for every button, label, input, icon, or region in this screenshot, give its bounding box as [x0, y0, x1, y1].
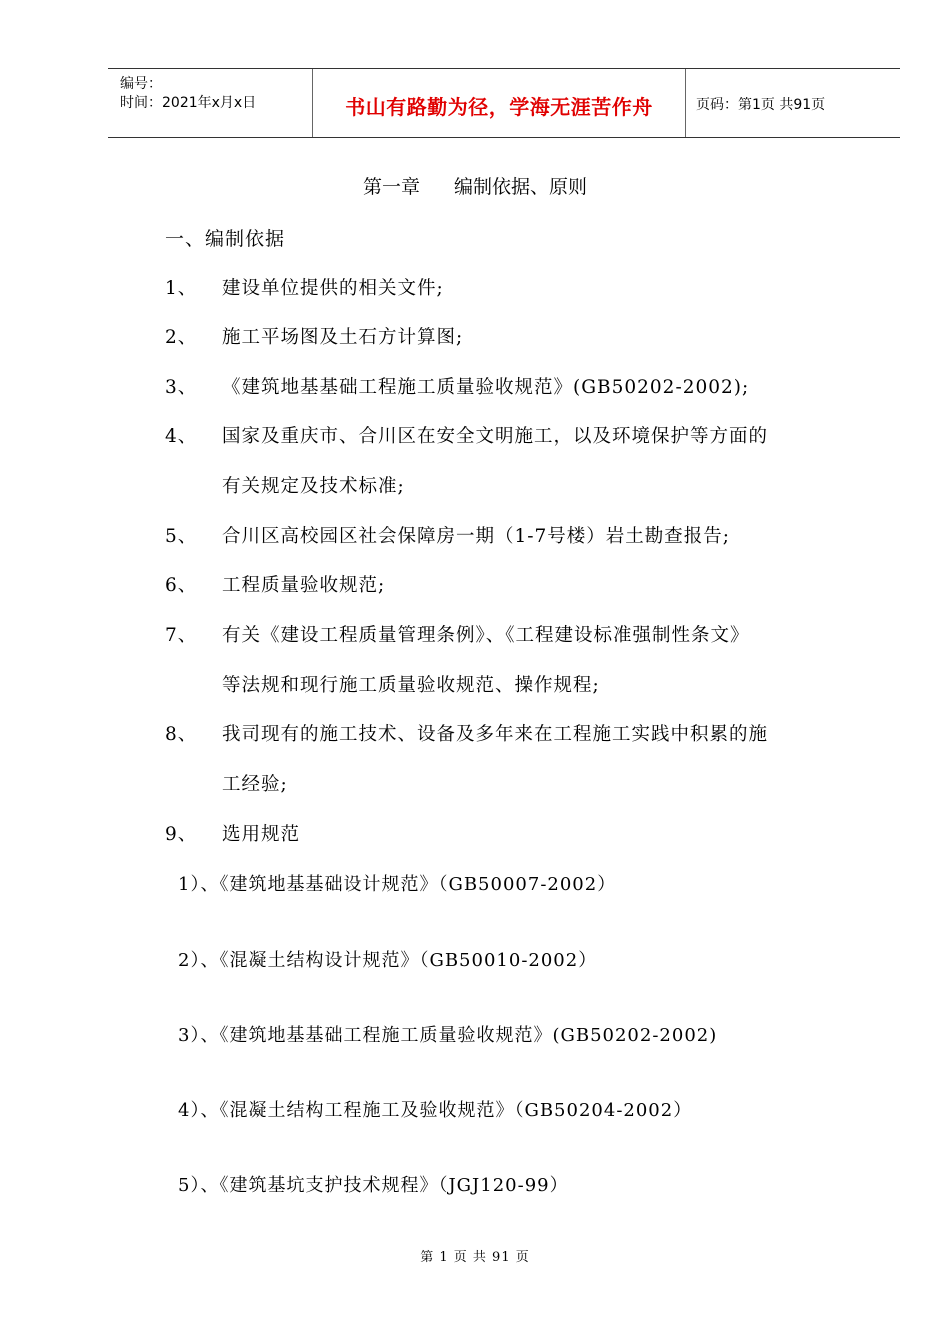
- list-item-number: 7、: [165, 625, 198, 646]
- list-item-number: 2、: [165, 327, 198, 348]
- list-item-text: 《建筑地基基础工程施工质量验收规范》(GB50202-2002);: [222, 377, 750, 398]
- list-item-text: 工经验;: [222, 774, 288, 795]
- header-motto: 书山有路勤为径，学海无涯苦作舟: [345, 95, 653, 119]
- header-page-cell: [686, 69, 900, 137]
- page-footer: 第 1 页 共 91 页: [420, 1250, 530, 1265]
- list-item-text: 建设单位提供的相关文件;: [222, 278, 444, 299]
- list-item-text: 等法规和现行施工质量验收规范、操作规程;: [222, 675, 600, 696]
- list-item-text: 有关《建设工程质量管理条例》、《工程建设标准强制性条文》: [222, 625, 750, 646]
- list-item-text: 我司现有的施工技术、设备及多年来在工程施工实践中积累的施: [222, 724, 769, 745]
- list-item-number: 8、: [165, 724, 198, 745]
- chapter-number: 第一章: [362, 176, 420, 198]
- list-item-number: 9、: [165, 824, 198, 845]
- document-header: [108, 68, 900, 138]
- header-motto-cell: [312, 69, 686, 137]
- list-item-number: 3、: [165, 377, 198, 398]
- document-time-label: 时间：2021年x月x日: [120, 95, 257, 111]
- list-item-text: 有关规定及技术标准;: [222, 476, 405, 497]
- list-item-text: 施工平场图及土石方计算图;: [222, 327, 464, 348]
- list-item-number: 5、: [165, 526, 198, 547]
- list-item-text: 选用规范: [222, 824, 301, 845]
- standard-item: 3）、《建筑地基基础工程施工质量验收规范》(GB50202-2002): [178, 1025, 718, 1046]
- chapter-heading: [0, 172, 950, 199]
- standard-item: 5）、《建筑基坑支护技术规程》（JGJ120-99）: [178, 1175, 569, 1196]
- list-item-text: 合川区高校园区社会保障房一期（1-7号楼）岩土勘查报告;: [222, 526, 731, 547]
- list-item-text: 工程质量验收规范;: [222, 575, 386, 596]
- document-number-label: 编号：: [120, 76, 162, 92]
- header-left-cell: [108, 69, 312, 137]
- chapter-title: 编制依据、原则: [454, 176, 588, 198]
- standard-item: 4）、《混凝土结构工程施工及验收规范》（GB50204-2002）: [178, 1100, 693, 1121]
- section-title: 一、编制依据: [165, 228, 286, 250]
- standard-item: 2）、《混凝土结构设计规范》（GB50010-2002）: [178, 950, 598, 971]
- list-item-number: 6、: [165, 575, 198, 596]
- list-item-number: 1、: [165, 278, 198, 299]
- list-item-number: 4、: [165, 426, 198, 447]
- header-page-info: 页码：第1页 共91页: [696, 97, 826, 113]
- standard-item: 1）、《建筑地基基础设计规范》（GB50007-2002）: [178, 874, 617, 895]
- list-item-text: 国家及重庆市、合川区在安全文明施工，以及环境保护等方面的: [222, 426, 769, 447]
